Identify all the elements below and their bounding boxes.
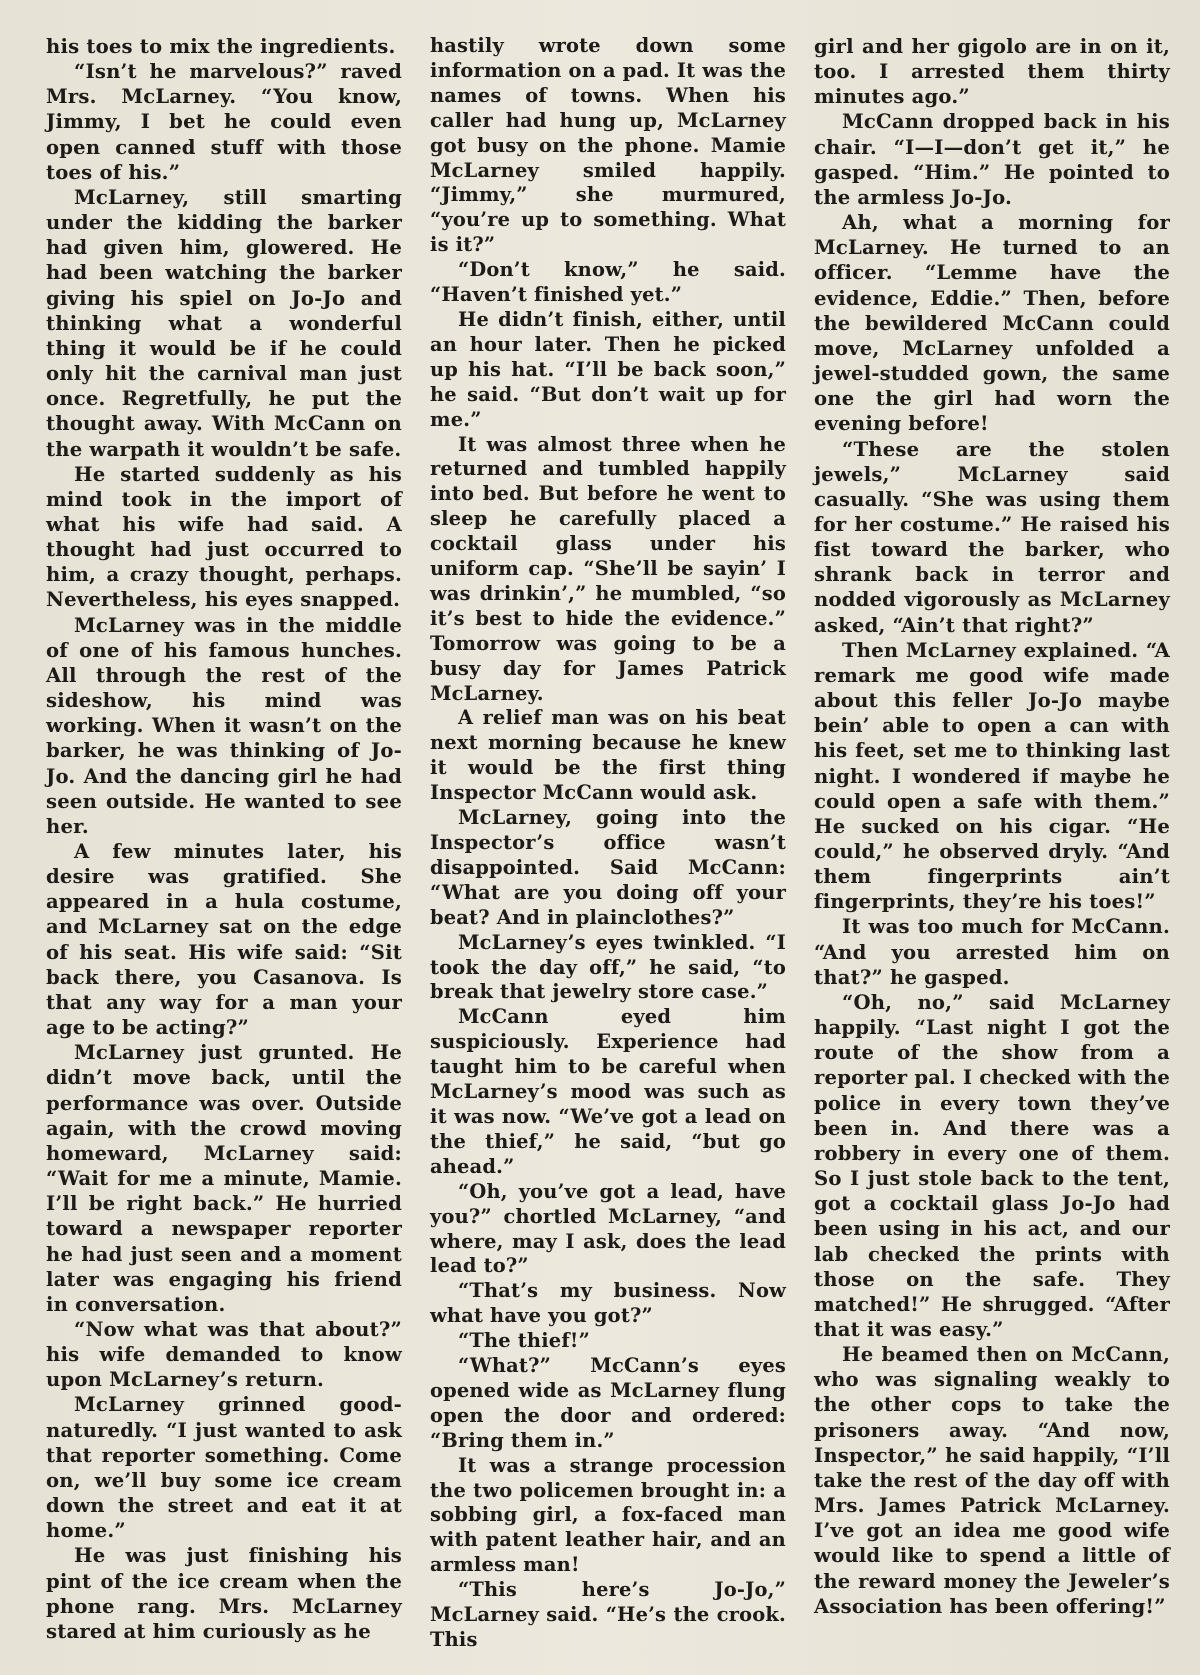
- paragraph: his toes to mix the ingredients.: [46, 35, 396, 58]
- paragraph: McCann dropped back in his chair. “I—I—don’t get it,” he gasped. “Him.” He pointed to the armless Jo-Jo.: [814, 110, 1170, 209]
- paragraph: McLarney was in the middle of one of his famous hunches. All through the rest of the sideshow, his mind was working. When it wasn’t on the barker, he was thinking of Jo-Jo. And the dancing girl he had seen outside. He wanted to see her.: [46, 613, 402, 838]
- paragraph: McLarney, going into the Inspector’s office wasn’t disappointed. Said McCann: “What are you doing off your beat? And in plainclothes?”: [430, 806, 786, 929]
- paragraph: McLarney grinned good-naturedly. “I just wanted to ask that reporter something. Come on, we’ll buy some ice cream down the street and eat it at home.”: [46, 1393, 402, 1543]
- paragraph: He was just finishing his pint of the ice cream when the phone rang. Mrs. McLarney stared at him curiously as he: [46, 1544, 402, 1643]
- paragraph: It was a strange procession the two policemen brought in: a sobbing girl, a fox-faced man with patent leather hair, and an armless man!: [430, 1453, 786, 1577]
- paragraph: A relief man was on his beat next morning because he knew it would be the first thing Inspector McCann would ask.: [430, 706, 786, 805]
- paragraph: McLarney just grunted. He didn’t move back, until the performance was over. Outside again, with the crowd moving homeward, McLarney said: “Wait for me a minute, Mamie. I’ll be right back.” He hurried toward a newspaper reporter he had just seen and a moment later was engaging his friend in conversation.: [46, 1041, 402, 1316]
- paragraph: “These are the stolen jewels,” McLarney said casually. “She was using them for her costume.” He raised his fist toward the barker, who shrank back in terror and nodded vigorously as McLarney asked, “Ain’t that right?”: [814, 437, 1170, 637]
- paragraph: “Oh, no,” said McLarney happily. “Last night I got the route of the show from a reporter pal. I checked with the police in every town they’ve been in. And there was a robbery in every one of them. So I just stole back to the tent, got a cocktail glass Jo-Jo had been using in his act, and our lab checked the prints with those on the safe. They matched!” He shrugged. “After that it was easy.”: [814, 990, 1170, 1341]
- paragraph: It was almost three when he returned and tumbled happily into bed. But before he went to sleep he carefully placed a cocktail glass under his uniform cap. “She’ll be sayin’ I was drinkin’,” he mumbled, “so it’s best to hide the evidence.” Tomorrow was going to be a busy day for James Patrick McLarney.: [430, 432, 786, 705]
- paragraph: McCann eyed him suspiciously. Experience had taught him to be careful when McLarney’s mood was such as it was now. “We’ve got a lead on the thief,” he said, “but go ahead.”: [430, 1005, 786, 1178]
- paragraph: He beamed then on McCann, who was signaling weakly to the other cops to take the prisoners away. “And now, Inspector,” he said happily, “I’ll take the rest of the day off with Mrs. James Patrick McLarney. I’ve got an idea me good wife would like to spend a little of the reward money the Jeweler’s Association has been offering!”: [814, 1343, 1170, 1618]
- paragraph: He didn’t finish, either, until an hour later. Then he picked up his hat. “I’ll be back soon,” he said. “But don’t wait up for me.”: [430, 307, 786, 431]
- paragraph: A few minutes later, his desire was gratified. She appeared in a hula costume, and McLarney sat on the edge of his seat. His wife said: “Sit back there, you Casanova. Is that any way for a man your age to be acting?”: [46, 840, 402, 1040]
- paragraph: girl and her gigolo are in on it, too. I arrested them thirty minutes ago.”: [814, 35, 1170, 109]
- paragraph: Then McLarney explained. “A remark me good wife made about this feller Jo-Jo maybe bein’ able to open a can with his feet, set me to thinking last night. I wondered if maybe he could open a safe with them.” He sucked on his cigar. “He could,” he observed dryly. “And them fingerprints ain’t fingerprints, they’re his toes!”: [814, 638, 1170, 914]
- paragraph: “This here’s Jo-Jo,” McLarney said. “He’s the crook. This: [430, 1578, 786, 1651]
- paragraph: “Don’t know,” he said. “Haven’t finished yet.”: [430, 258, 786, 307]
- paragraph: “That’s my business. Now what have you got?”: [430, 1279, 786, 1328]
- paragraph: “The thief!”: [458, 1329, 590, 1353]
- text-column-1: [46, 34, 402, 1644]
- paragraph: “Oh, you’ve got a lead, have you?” chortled McLarney, “and where, may I ask, does the lead lead to?”: [430, 1179, 786, 1278]
- paragraph: Ah, what a morning for McLarney. He turned to an officer. “Lemme have the evidence, Eddie.” Then, before the bewildered McCann could move, McLarney unfolded a jewel-studded gown, the same one the girl had worn the evening before!: [814, 211, 1170, 436]
- paragraph: hastily wrote down some information on a pad. It was the names of towns. When his caller had hung up, McLarney got busy on the phone. Mamie McLarney smiled happily. “Jimmy,” she murmured, “you’re up to something. What is it?”: [430, 34, 786, 257]
- paragraph: McLarney’s eyes twinkled. “I took the day off,” he said, “to break that jewelry store case.”: [430, 930, 786, 1004]
- paragraph: McLarney, still smarting under the kidding the barker had given him, glowered. He had been watching the barker giving his spiel on Jo-Jo and thinking what a wonderful thing it would be if he could only hit the carnival man just once. Regretfully, he put the thought away. With McCann on the warpath it wouldn’t be safe.: [46, 185, 402, 461]
- text-column-3: [814, 34, 1170, 1619]
- paragraph: “What?” McCann’s eyes opened wide as McLarney flung open the door and ordered: “Bring them in.”: [430, 1354, 786, 1452]
- text-column-2: [430, 34, 786, 1653]
- paragraph: It was too much for McCann. “And you arrested him on that?” he gasped.: [814, 915, 1170, 989]
- paragraph: He started suddenly as his mind took in the import of what his wife had said. A thought had just occurred to him, a crazy thought, perhaps. Nevertheless, his eyes snapped.: [46, 462, 402, 612]
- paragraph: “Isn’t he marvelous?” raved Mrs. McLarney. “You know, Jimmy, I bet he could even open canned stuff with those toes of his.”: [46, 60, 402, 184]
- paragraph: “Now what was that about?” his wife demanded to know upon McLarney’s return.: [46, 1317, 402, 1392]
